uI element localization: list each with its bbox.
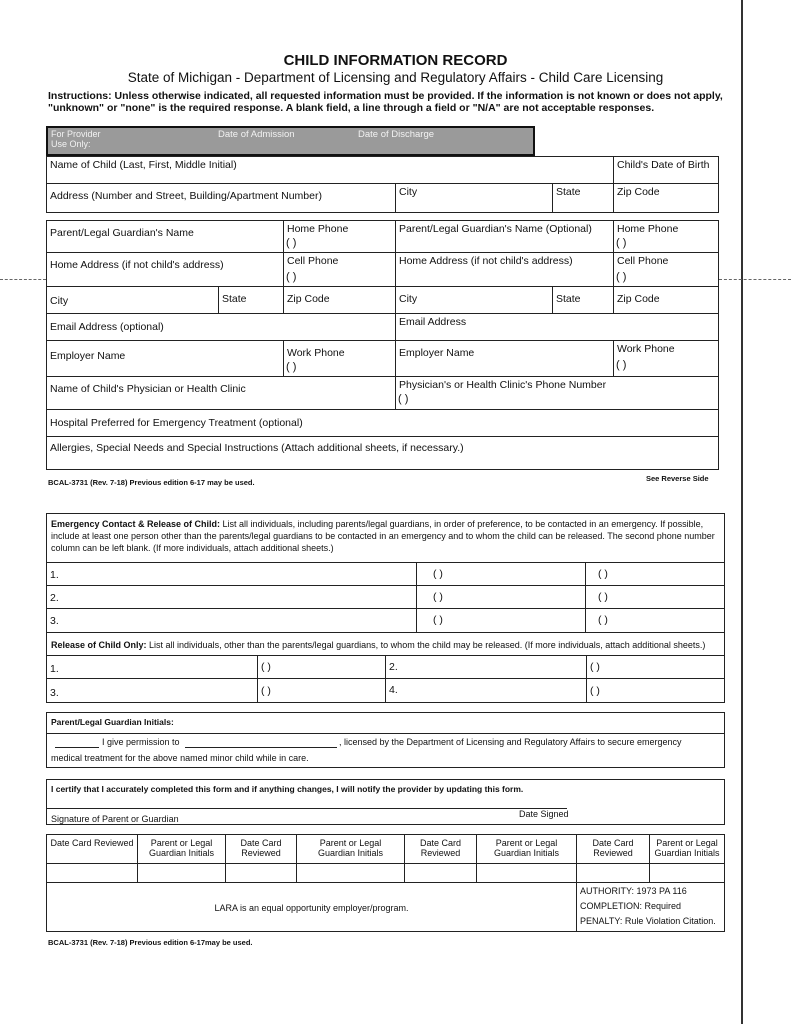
child-name-field[interactable] [46,156,614,184]
release-contact-3[interactable] [46,678,258,703]
release-phone-3[interactable] [257,678,386,703]
signature-label: Signature of Parent or Guardian [51,814,179,824]
release-phone-1[interactable] [257,655,386,679]
signature-line[interactable] [47,808,567,809]
guardian1-name-label: Parent/Legal Guardian's Name [50,227,194,239]
allergies-label: Allergies, Special Needs and Special Instructions (Attach additional sheets, if necessary.) [50,442,464,454]
row-number: 3. [50,687,59,699]
emergency-phone-1b[interactable] [585,562,725,586]
phone-paren: ( ) [616,237,627,249]
review-header-8: Parent or Legal Guardian Initials [649,834,725,864]
initials-section [46,712,725,768]
release-contact-2[interactable] [385,655,587,679]
state-label: State [556,186,581,198]
guardian2-work-phone-field[interactable] [613,340,719,377]
phone-paren: ( ) [286,361,297,373]
home-address-label: Home Address (if not child's address) [50,259,224,271]
row-number: 4. [389,684,398,696]
cell-phone-label: Cell Phone [287,255,339,267]
date-signed-label: Date Signed [519,809,569,819]
home-phone-label: Home Phone [617,223,679,235]
review-header-7: Date Card Reviewed [576,834,650,864]
guardian1-zip-field[interactable] [283,286,396,314]
employer-label: Employer Name [399,347,475,359]
phone-paren: ( ) [590,685,600,697]
emergency-phone-3b[interactable] [585,608,725,633]
phone-paren: ( ) [433,568,443,580]
hospital-field[interactable] [46,409,719,437]
permission-text: I give permission to [102,737,180,747]
phone-paren: ( ) [261,685,271,697]
employer-label: Employer Name [50,350,126,362]
phone-paren: ( ) [598,591,608,603]
permission-text-cont: , licensed by the Department of Licensing and Regulatory Affairs to secure emergency [339,737,682,747]
permission-text-line2: medical treatment for the above named minor child while in care. [51,753,309,763]
guardian1-cell-phone-field[interactable] [283,252,396,287]
guardian2-cell-phone-field[interactable] [613,252,719,287]
release-phone-4[interactable] [586,678,725,703]
address-field[interactable] [46,183,396,213]
row-number: 3. [50,615,59,627]
review-header-5: Date Card Reviewed [404,834,477,864]
guardian2-zip-field[interactable] [613,286,719,314]
row-number: 1. [50,663,59,675]
emergency-contact-2[interactable] [46,585,417,609]
review-header-3: Date Card Reviewed [225,834,297,864]
physician-phone-label: Physician's or Health Clinic's Phone Number [399,379,607,391]
phone-paren: ( ) [398,393,409,405]
guardian1-city-field[interactable] [46,286,219,314]
form-id-footer: BCAL-3731 (Rev. 7-18) Previous edition 6-17 may be used. [48,478,255,487]
zip-label: Zip Code [287,293,330,305]
child-name-label: Name of Child (Last, First, Middle Initial) [50,159,237,171]
guardian1-work-phone-field[interactable] [283,340,396,377]
release-intro [46,632,725,656]
emergency-intro [46,513,725,563]
phone-paren: ( ) [598,614,608,626]
cell-phone-label: Cell Phone [617,255,669,267]
phone-paren: ( ) [616,359,627,371]
state-label: State [556,293,581,305]
child-dob-field[interactable] [613,156,719,184]
initials-blank[interactable] [55,747,99,748]
row-number: 2. [50,592,59,604]
home-address-label: Home Address (if not child's address) [399,255,573,267]
form-subtitle: State of Michigan - Department of Licensing and Regulatory Affairs - Child Care Licensing [127,70,664,85]
section-divider [47,733,724,734]
phone-paren: ( ) [598,568,608,580]
phone-paren: ( ) [261,661,271,673]
phone-paren: ( ) [616,271,627,283]
review-cell[interactable] [137,863,226,883]
penalty-text: PENALTY: Rule Violation Citation. [580,916,716,926]
guardian1-email-field[interactable] [46,313,396,341]
guardian2-name-field[interactable] [395,220,614,253]
zip-label: Zip Code [617,293,660,305]
guardian2-name-label: Parent/Legal Guardian's Name (Optional) [399,223,592,235]
state-field[interactable] [552,183,614,213]
emergency-intro-text: List all individuals, including parents/legal guardians, in order of preference, to be contacted in an emergency. If possible, include at least one person other than the parents/legal guardians to be contacted in an emergency and to whom the child can be released. The second phone number column can be left blank. (If more individuals, attach additional sheets.) [51,519,715,553]
guardian2-home-phone-field[interactable] [613,220,719,253]
review-header-6: Parent or Legal Guardian Initials [476,834,577,864]
city-label: City [399,186,418,198]
work-phone-label: Work Phone [287,347,345,359]
certify-text: I certify that I accurately completed this form and if anything changes, I will notify the provider by updating this form. [51,784,524,794]
city-field[interactable] [395,183,553,213]
release-contact-1[interactable] [46,655,258,679]
review-header-4: Parent or Legal Guardian Initials [296,834,405,864]
release-intro-heading: Release of Child Only: [51,640,147,650]
review-cell[interactable] [225,863,297,883]
state-label: State [222,293,247,305]
phone-paren: ( ) [433,614,443,626]
zip-field[interactable] [613,183,719,213]
review-header-1: Date Card Reviewed [46,834,138,864]
emergency-phone-2b[interactable] [585,585,725,609]
guardian1-employer-field[interactable] [46,340,284,377]
phone-paren: ( ) [433,591,443,603]
emergency-contact-1[interactable] [46,562,417,586]
phone-paren: ( ) [286,271,297,283]
home-phone-label: Home Phone [287,223,349,235]
scan-artifact-line [719,279,791,280]
guardian2-email-field[interactable] [395,313,719,341]
completion-text: COMPLETION: Required [580,901,682,911]
release-phone-2[interactable] [586,655,725,679]
authority-box [576,882,725,932]
city-label: City [399,293,418,305]
emergency-phone-2a[interactable] [416,585,586,609]
emergency-phone-3a[interactable] [416,608,586,633]
release-intro-text: List all individuals, other than the parents/legal guardians, to whom the child may be released. (If more individuals, attach additional sheets.) [146,640,706,650]
provider-use-box [46,126,535,156]
provider-use-label: For Provider Use Only: [51,129,101,149]
zip-label: Zip Code [617,186,660,198]
physician-phone-field[interactable] [395,376,719,410]
work-phone-label: Work Phone [617,343,675,355]
row-number: 2. [389,661,398,673]
release-contact-4[interactable] [385,678,587,703]
guardian1-home-address-field[interactable] [46,252,284,287]
date-admission-label: Date of Admission [218,129,295,140]
guardian2-city-field[interactable] [395,286,553,314]
guardian1-name-field[interactable] [46,220,284,253]
email-optional-label: Email Address (optional) [50,321,164,333]
address-label: Address (Number and Street, Building/Apartment Number) [50,190,322,202]
review-cell[interactable] [476,863,577,883]
scan-edge-line [741,0,743,1024]
hospital-label: Hospital Preferred for Emergency Treatment (optional) [50,417,303,429]
authority-text: AUTHORITY: 1973 PA 116 [580,886,687,896]
initials-heading: Parent/Legal Guardian Initials: [51,717,174,727]
emergency-contact-3[interactable] [46,608,417,633]
email-label: Email Address [399,316,467,328]
instructions: Instructions: Unless otherwise indicated, all requested information must be provided. If the information is not known or does not apply, "unknown" or "none" is the required response. A blank field, a line through a field or "N/A" are not acceptable responses. [48,90,723,114]
review-cell[interactable] [649,863,725,883]
guardian2-state-field[interactable] [552,286,614,314]
lara-statement: LARA is an equal opportunity employer/program. [46,882,577,932]
certify-section [46,779,725,825]
guardian1-home-phone-field[interactable] [283,220,396,253]
phone-paren: ( ) [286,237,297,249]
form-id-footer-bottom: BCAL-3731 (Rev. 7-18) Previous edition 6-17may be used. [48,938,253,947]
review-cell[interactable] [46,863,138,883]
row-number: 1. [50,569,59,581]
form-title: CHILD INFORMATION RECORD [283,52,508,69]
dob-label: Child's Date of Birth [617,159,710,171]
guardian1-state-field[interactable] [218,286,284,314]
guardian2-employer-field[interactable] [395,340,614,377]
physician-label: Name of Child's Physician or Health Clinic [50,383,246,395]
review-header-2: Parent or Legal Guardian Initials [137,834,226,864]
allergies-field[interactable] [46,436,719,470]
review-cell[interactable] [296,863,405,883]
provider-name-blank[interactable] [185,747,337,748]
guardian2-home-address-field[interactable] [395,252,614,287]
physician-field[interactable] [46,376,396,410]
city-label: City [50,295,69,307]
review-cell[interactable] [576,863,650,883]
see-reverse-label: See Reverse Side [646,474,709,483]
phone-paren: ( ) [590,661,600,673]
review-cell[interactable] [404,863,477,883]
emergency-phone-1a[interactable] [416,562,586,586]
emergency-intro-heading: Emergency Contact & Release of Child: [51,519,221,529]
scan-artifact-line [0,279,46,280]
date-discharge-label: Date of Discharge [358,129,435,140]
